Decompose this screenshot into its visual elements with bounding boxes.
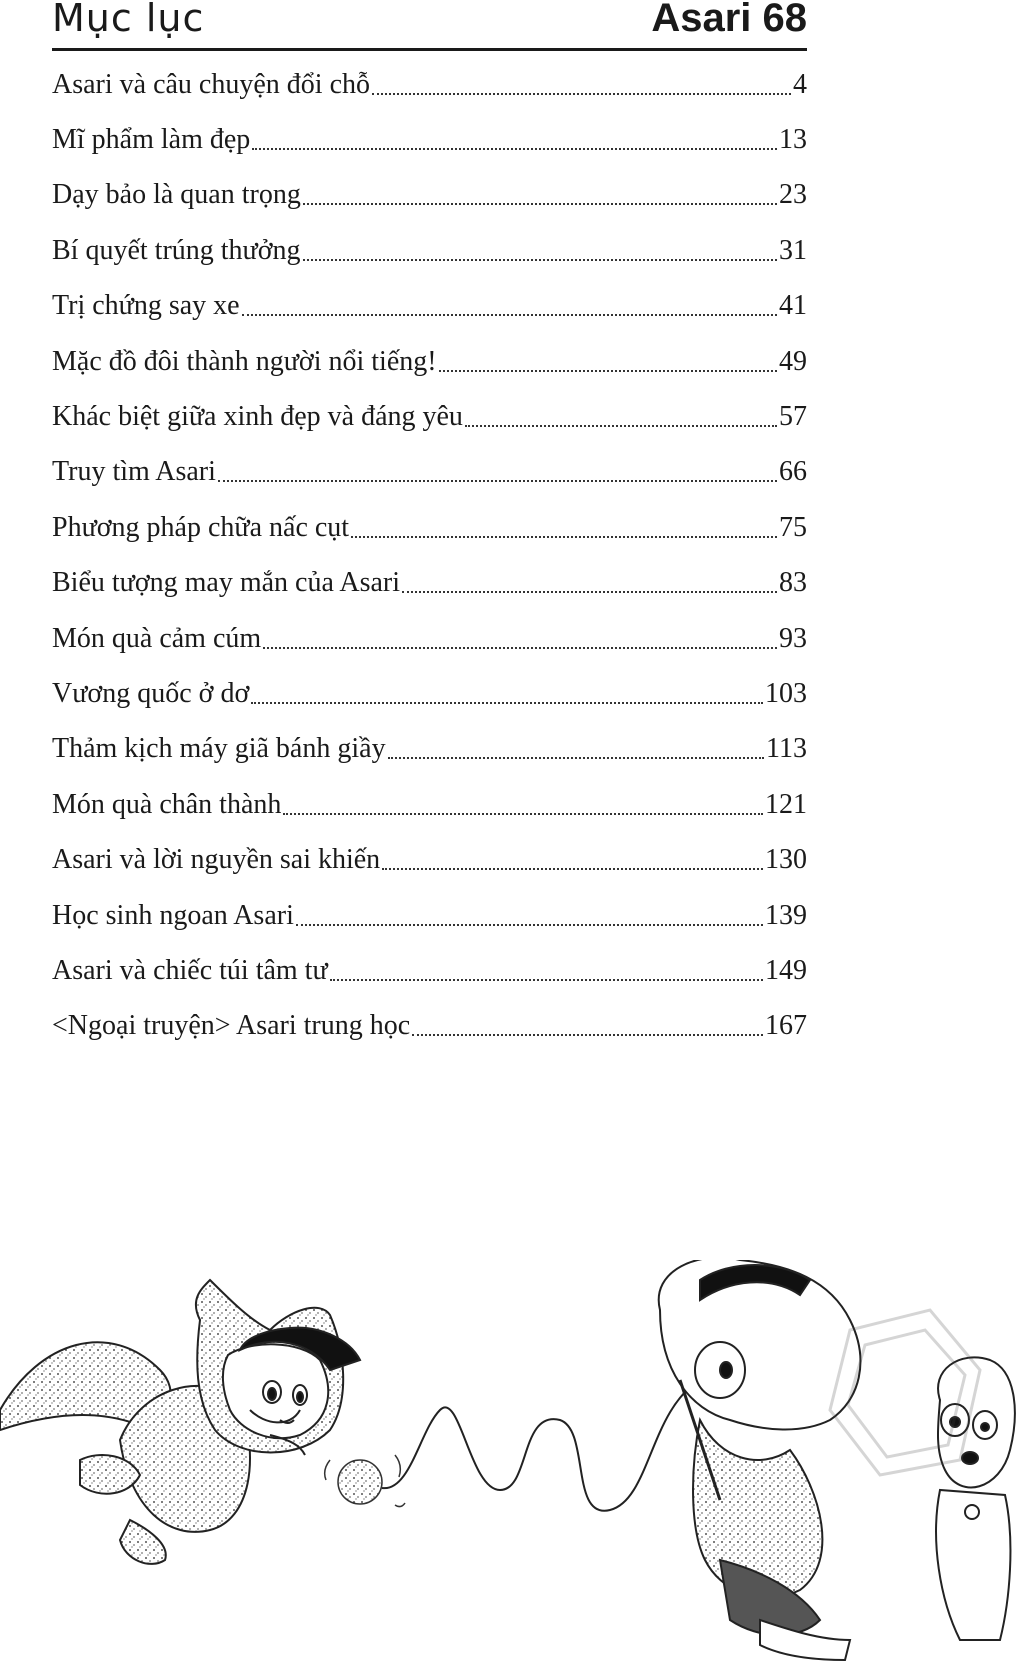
toc-entry-title: Món quà cảm cúm <box>52 622 262 654</box>
dot-leader <box>303 203 777 205</box>
table-of-contents <box>52 57 807 1054</box>
dot-leader <box>218 480 777 482</box>
toc-entry-page: 57 <box>779 401 807 433</box>
dot-leader <box>251 702 763 704</box>
toc-entry-page: 41 <box>779 290 807 322</box>
toc-entry-page: 75 <box>779 511 807 543</box>
toc-entry-page: 23 <box>779 179 807 211</box>
dot-leader <box>382 868 763 870</box>
dot-leader <box>388 757 764 759</box>
toc-entry[interactable] <box>52 168 807 223</box>
toc-entry-page: 121 <box>765 788 807 820</box>
dot-leader <box>283 813 763 815</box>
toc-entry-title: <Ngoại truyện> Asari trung học <box>52 1010 411 1042</box>
dot-leader <box>402 591 777 593</box>
toc-entry[interactable] <box>52 777 807 832</box>
contents-heading: Mục lục <box>52 0 205 40</box>
toc-entry-page: 66 <box>779 456 807 488</box>
dot-leader <box>296 924 763 926</box>
toc-entry-page: 139 <box>765 899 807 931</box>
dot-leader <box>242 314 777 316</box>
toc-entry[interactable] <box>52 999 807 1054</box>
toc-entry-title: Asari và câu chuyện đổi chỗ <box>52 68 370 100</box>
toc-entry-page: 167 <box>765 1010 807 1042</box>
toc-entry[interactable] <box>52 611 807 666</box>
yarn-ball <box>325 1380 700 1511</box>
toc-entry-title: Asari và chiếc túi tâm tư <box>52 954 328 986</box>
toc-entry-title: Khác biệt giữa xinh đẹp và đáng yêu <box>52 401 463 433</box>
toc-entry[interactable] <box>52 832 807 887</box>
toc-entry-page: 149 <box>765 954 807 986</box>
toc-entry-title: Phương pháp chữa nấc cụt <box>52 511 350 543</box>
dot-leader <box>303 259 777 261</box>
dog <box>936 1357 1015 1640</box>
dot-leader <box>465 425 777 427</box>
volume-title: Asari 68 <box>651 0 807 40</box>
dot-leader <box>330 979 763 981</box>
toc-entry-title: Trị chứng say xe <box>52 290 240 322</box>
toc-entry[interactable] <box>52 112 807 167</box>
dot-leader <box>372 93 791 95</box>
toc-entry-title: Món quà chân thành <box>52 788 282 820</box>
page-header <box>52 0 807 51</box>
toc-entry-page: 93 <box>779 622 807 654</box>
dot-leader <box>252 148 777 150</box>
toc-entry-page: 103 <box>765 677 807 709</box>
toc-entry[interactable] <box>52 389 807 444</box>
toc-entry[interactable] <box>52 445 807 500</box>
toc-entry-page: 83 <box>779 567 807 599</box>
toc-entry[interactable] <box>52 722 807 777</box>
toc-entry[interactable] <box>52 943 807 998</box>
toc-entry[interactable] <box>52 556 807 611</box>
toc-entry-title: Bí quyết trúng thưởng <box>52 234 301 266</box>
manga-illustration <box>0 1260 1020 1680</box>
toc-entry-title: Mĩ phẩm làm đẹp <box>52 124 251 156</box>
toc-entry[interactable] <box>52 500 807 555</box>
toc-entry-title: Dạy bảo là quan trọng <box>52 179 301 211</box>
dot-leader <box>439 370 777 372</box>
toc-entry[interactable] <box>52 223 807 278</box>
toc-entry-title: Asari và lời nguyền sai khiến <box>52 844 381 876</box>
cat-costume-girl <box>0 1280 360 1564</box>
toc-entry-title: Truy tìm Asari <box>52 456 216 488</box>
toc-entry-page: 49 <box>779 345 807 377</box>
dot-leader <box>412 1034 763 1036</box>
toc-entry-page: 31 <box>779 234 807 266</box>
toc-entry-title: Biểu tượng may mắn của Asari <box>52 567 401 599</box>
dot-leader <box>351 536 777 538</box>
toc-entry[interactable] <box>52 57 807 112</box>
toc-entry[interactable] <box>52 666 807 721</box>
toc-entry-page: 13 <box>779 124 807 156</box>
toc-entry-title: Mặc đồ đôi thành người nổi tiếng! <box>52 345 437 377</box>
toc-entry-page: 4 <box>793 68 807 100</box>
toc-entry-page: 130 <box>765 844 807 876</box>
toc-entry[interactable] <box>52 279 807 334</box>
boy-with-stick <box>659 1260 861 1660</box>
toc-entry-title: Thảm kịch máy giã bánh giầy <box>52 733 386 765</box>
toc-entry[interactable] <box>52 334 807 389</box>
toc-entry[interactable] <box>52 888 807 943</box>
toc-entry-title: Vương quốc ở dơ <box>52 677 250 709</box>
dot-leader <box>263 647 777 649</box>
toc-entry-page: 113 <box>766 733 807 765</box>
toc-entry-title: Học sinh ngoan Asari <box>52 899 294 931</box>
